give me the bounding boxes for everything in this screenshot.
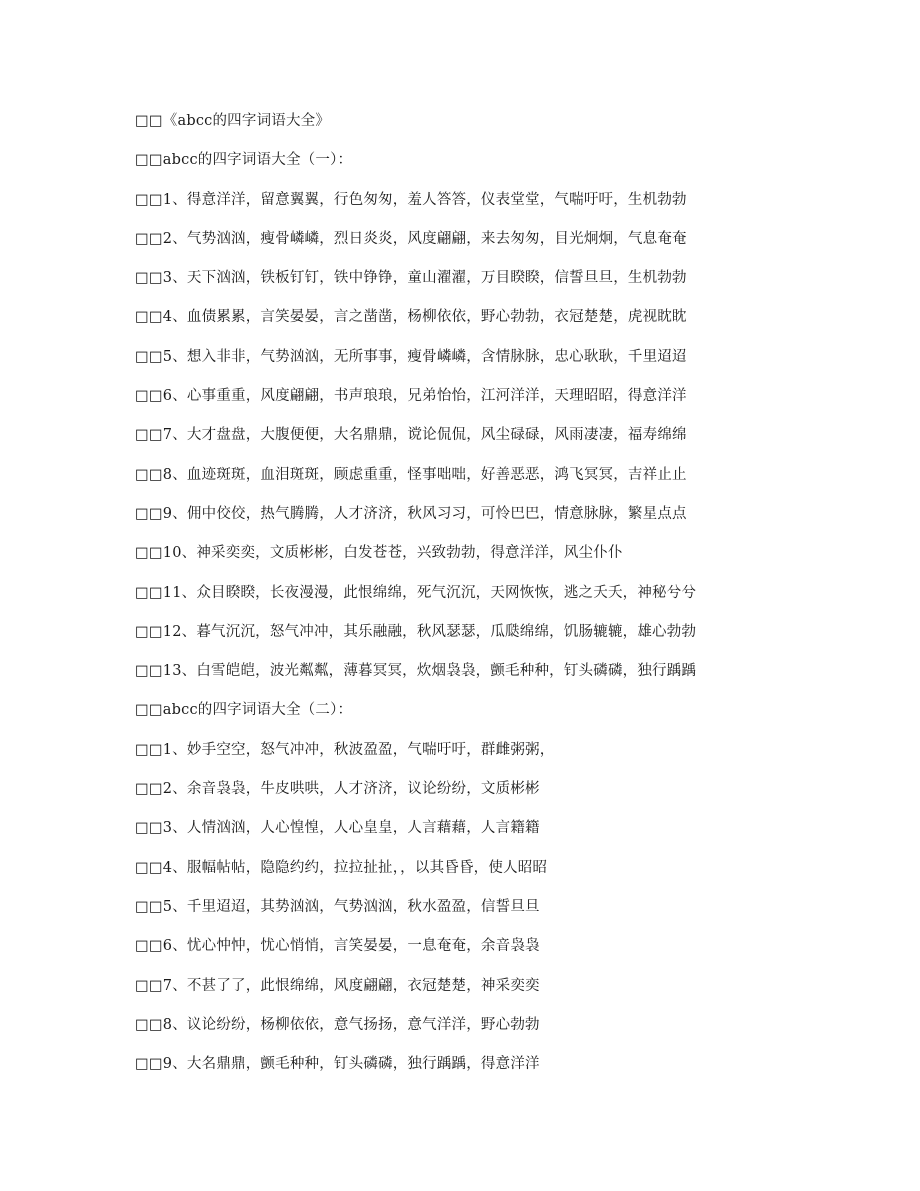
section-heading-2: □□abcc的四字词语大全（二）：	[135, 702, 353, 719]
list-item: □□11、众目睽睽，长夜漫漫，此恨绵绵，死气沉沉，天网恢恢，逃之夭夭，神秘兮兮	[135, 584, 697, 601]
list-item: □□1、妙手空空，怒气冲冲，秋波盈盈，气喘吁吁，群雌粥粥，	[135, 741, 555, 758]
document-body	[135, 110, 905, 1092]
list-item: □□6、忧心忡忡，忧心悄悄，言笑晏晏，一息奄奄，余音袅袅	[135, 938, 540, 955]
document-title: □□《abcc的四字词语大全》	[135, 113, 331, 129]
list-item: □□3、天下汹汹，铁板钉钉，铁中铮铮，童山濯濯，万目睽睽，信誓旦旦，生机勃勃	[135, 270, 687, 287]
list-item: □□8、血迹斑斑，血泪斑斑，顾虑重重，怪事咄咄，好善恶恶，鸿飞冥冥，吉祥止止	[135, 466, 687, 483]
section-heading-1: □□abcc的四字词语大全（一）：	[135, 152, 353, 169]
list-item: □□9、大名鼎鼎，颤毛种种，钉头磷磷，独行踽踽，得意洋洋	[135, 1056, 540, 1073]
list-item: □□10、神采奕奕，文质彬彬，白发苍苍，兴致勃勃，得意洋洋，风尘仆仆	[135, 545, 623, 562]
list-item: □□7、不甚了了，此恨绵绵，风度翩翩，衣冠楚楚，神采奕奕	[135, 977, 540, 994]
list-item: □□1、得意洋洋，留意翼翼，行色匆匆，羞人答答，仪表堂堂，气喘吁吁，生机勃勃	[135, 191, 687, 208]
list-item: □□5、千里迢迢，其势汹汹，气势汹汹，秋水盈盈，信誓旦旦	[135, 898, 540, 915]
list-item: □□8、议论纷纷，杨柳依依，意气扬扬，意气洋洋，野心勃勃	[135, 1016, 540, 1033]
list-item: □□2、气势汹汹，瘦骨嶙嶙，烈日炎炎，风度翩翩，来去匆匆，目光炯炯，气息奄奄	[135, 230, 687, 247]
list-item: □□5、想入非非，气势汹汹，无所事事，瘦骨嶙嶙，含情脉脉，忠心耿耿，千里迢迢	[135, 348, 687, 365]
list-item: □□4、服幅帖帖，隐隐约约，拉拉扯扯，，以其昏昏，使人昭昭	[135, 859, 548, 876]
list-item: □□7、大才盘盘，大腹便便，大名鼎鼎，谠论侃侃，风尘碌碌，风雨凄凄，福寿绵绵	[135, 427, 687, 444]
list-item: □□4、血债累累，言笑晏晏，言之凿凿，杨柳依依，野心勃勃，衣冠楚楚，虎视眈眈	[135, 309, 687, 326]
list-item: □□9、佣中佼佼，热气腾腾，人才济济，秋风习习，可怜巴巴，情意脉脉，繁星点点	[135, 505, 687, 522]
list-item: □□12、暮气沉沉，怒气冲冲，其乐融融，秋风瑟瑟，瓜瓞绵绵，饥肠辘辘，雄心勃勃	[135, 623, 697, 640]
list-item: □□2、余音袅袅，牛皮哄哄，人才济济，议论纷纷，文质彬彬	[135, 781, 540, 798]
list-item: □□6、心事重重，风度翩翩，书声琅琅，兄弟怡怡，江河洋洋，天理昭昭，得意洋洋	[135, 388, 687, 405]
list-item: □□13、白雪皑皑，波光粼粼，薄暮冥冥，炊烟袅袅，颤毛种种，钉头磷磷，独行踽踽	[135, 663, 697, 680]
list-item: □□3、人情汹汹，人心惶惶，人心皇皇，人言藉藉，人言籍籍	[135, 820, 540, 837]
